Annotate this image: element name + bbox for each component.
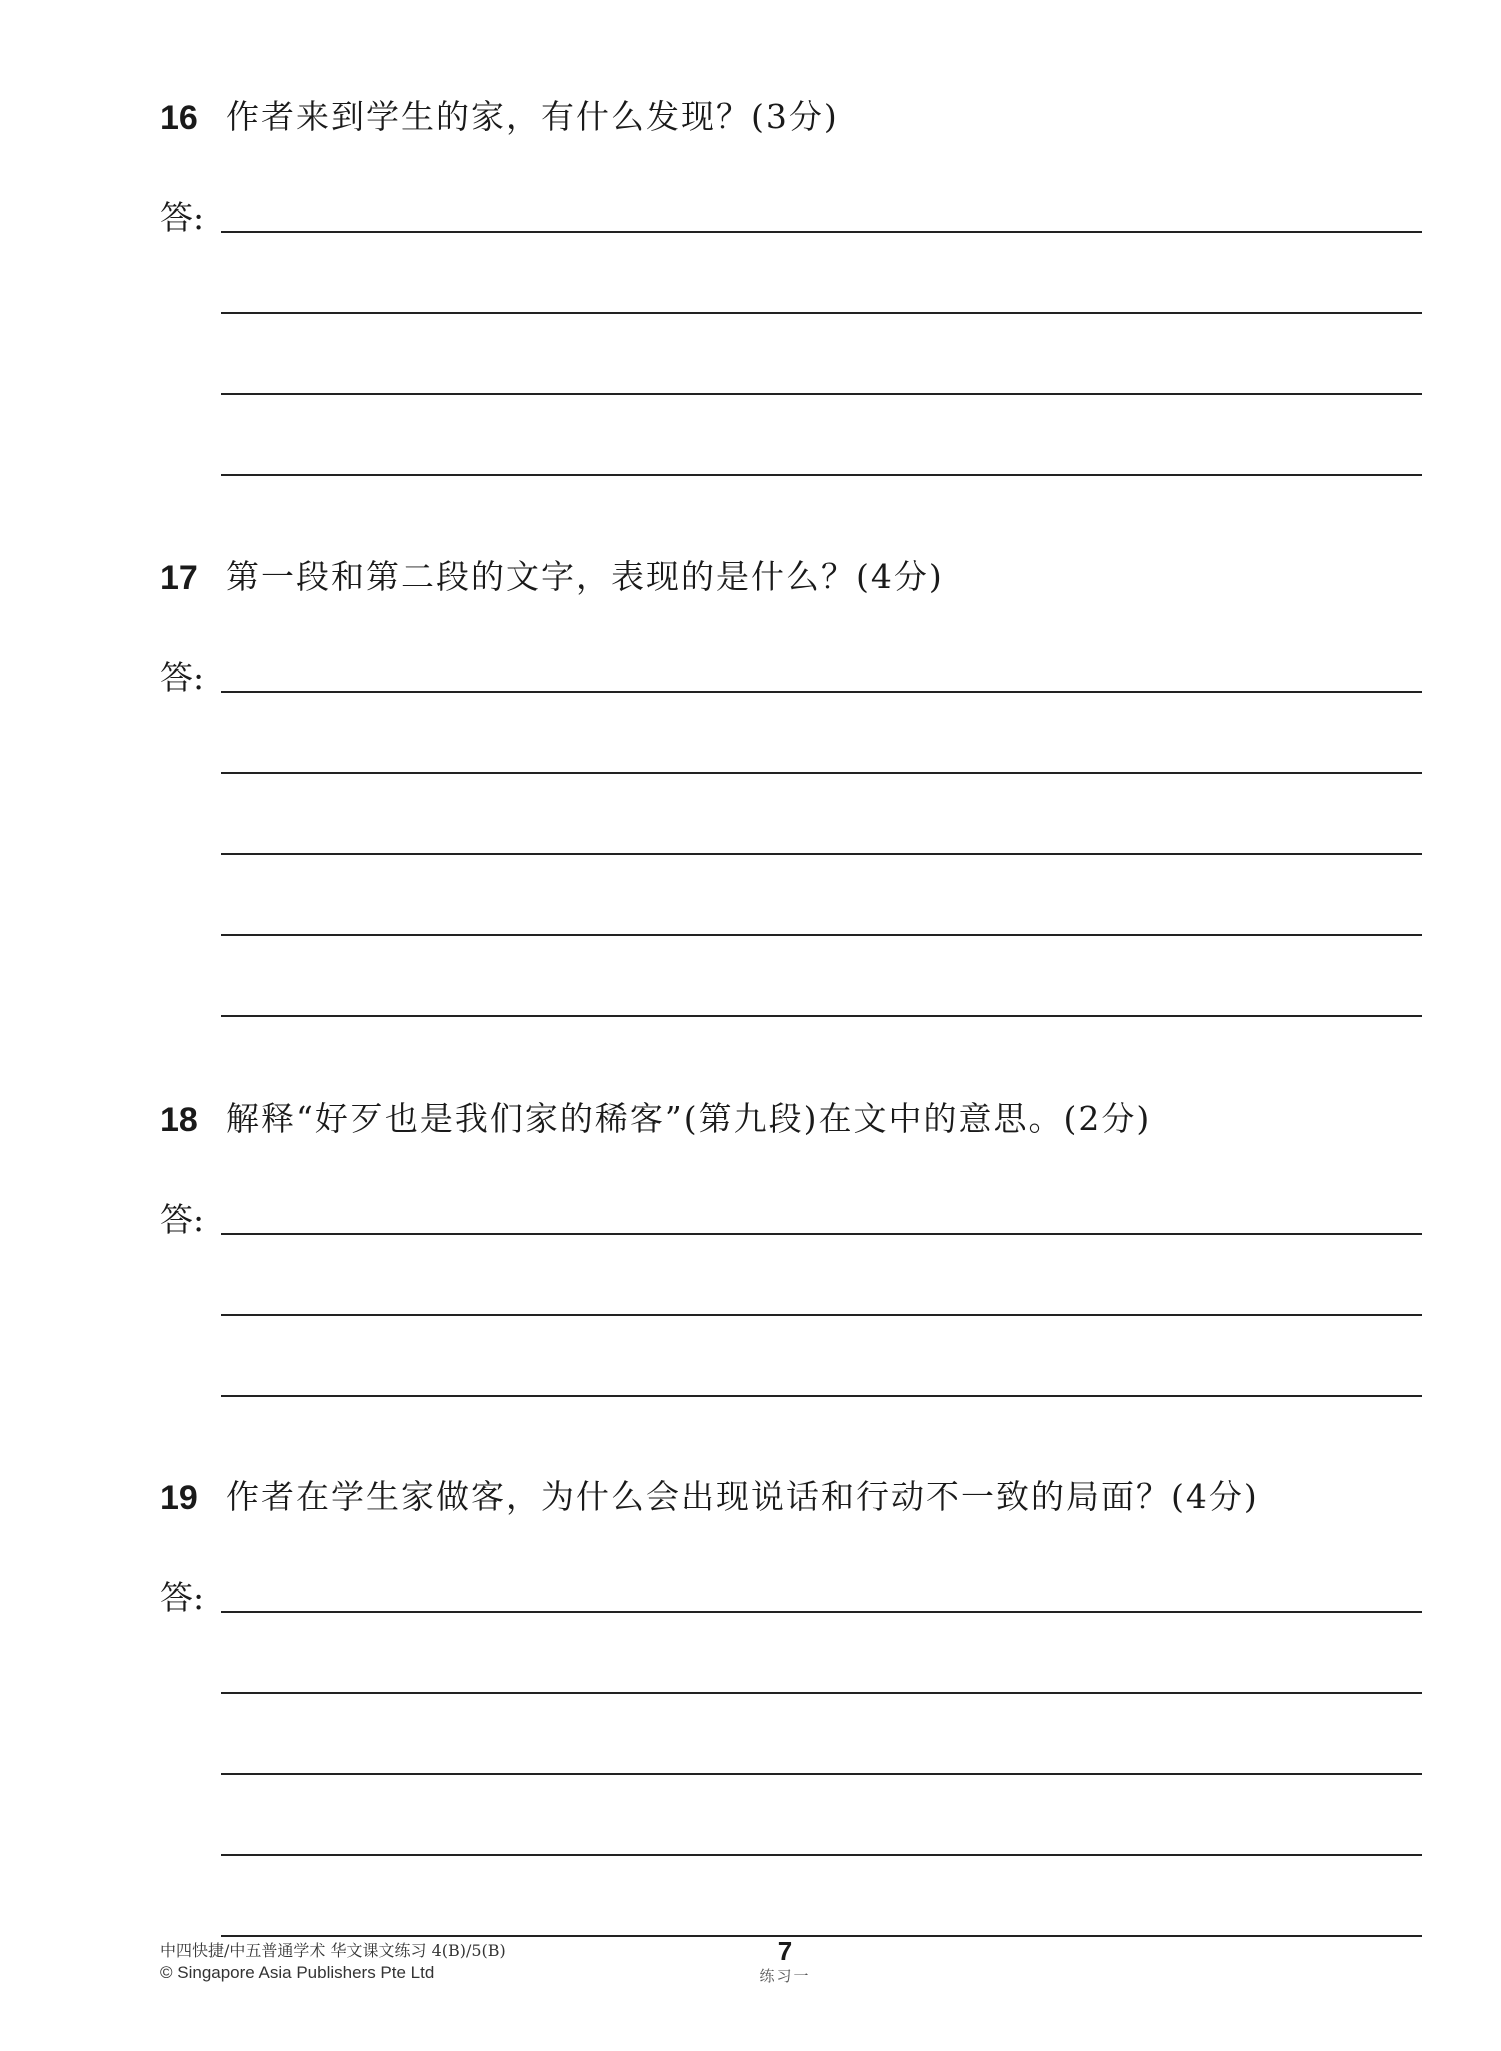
question-number: 19 [160,1479,198,1517]
answer-label: 答: [160,1578,205,1617]
answer-line[interactable] [221,1613,1422,1694]
answer-line[interactable] [221,693,1422,774]
answer-line[interactable] [221,314,1422,395]
answer-line[interactable] [221,1316,1422,1397]
answer-line[interactable] [221,1775,1422,1856]
answer-line[interactable] [221,1580,1422,1613]
question-text: 作者在学生家做客，为什么会出现说话和行动不一致的局面？(4分) [226,1477,1259,1516]
answer-line[interactable] [221,1202,1422,1235]
question-16 [160,88,1422,476]
answer-line[interactable] [221,1856,1422,1937]
answer-area[interactable] [160,1580,1422,1937]
answer-line[interactable] [221,936,1422,1017]
answer-label: 答: [160,658,205,697]
answer-label: 答: [160,1200,205,1239]
answer-line[interactable] [221,660,1422,693]
footer-book-info [160,1940,506,1984]
footer-page-info [700,1936,870,1986]
question-header [160,88,1422,148]
question-number: 16 [160,99,198,137]
question-text: 解释“好歹也是我们家的稀客”(第九段)在文中的意思。(2分) [226,1099,1152,1138]
question-text: 作者来到学生的家，有什么发现？(3分) [226,97,839,136]
page-number: 7 [777,1936,793,1966]
answer-line[interactable] [221,395,1422,476]
answer-line[interactable] [221,855,1422,936]
page-section: 练习一 [759,1967,811,1985]
footer-publisher: © Singapore Asia Publishers Pte Ltd [160,1963,435,1982]
question-number: 18 [160,1101,198,1139]
answer-line[interactable] [221,1235,1422,1316]
answer-line[interactable] [221,1694,1422,1775]
answer-label: 答: [160,198,205,237]
answer-area[interactable] [160,1202,1422,1397]
question-19 [160,1468,1422,1937]
answer-area[interactable] [160,660,1422,1017]
question-header [160,548,1422,608]
question-header [160,1090,1422,1150]
footer-book-title: 中四快捷/中五普通学术 华文课文练习 4(B)/5(B) [160,1941,506,1960]
question-18 [160,1090,1422,1397]
question-17 [160,548,1422,1017]
answer-line[interactable] [221,200,1422,233]
question-header [160,1468,1422,1528]
answer-line[interactable] [221,774,1422,855]
question-text: 第一段和第二段的文字，表现的是什么？(4分) [226,557,944,596]
answer-area[interactable] [160,200,1422,476]
answer-line[interactable] [221,233,1422,314]
question-number: 17 [160,559,198,597]
